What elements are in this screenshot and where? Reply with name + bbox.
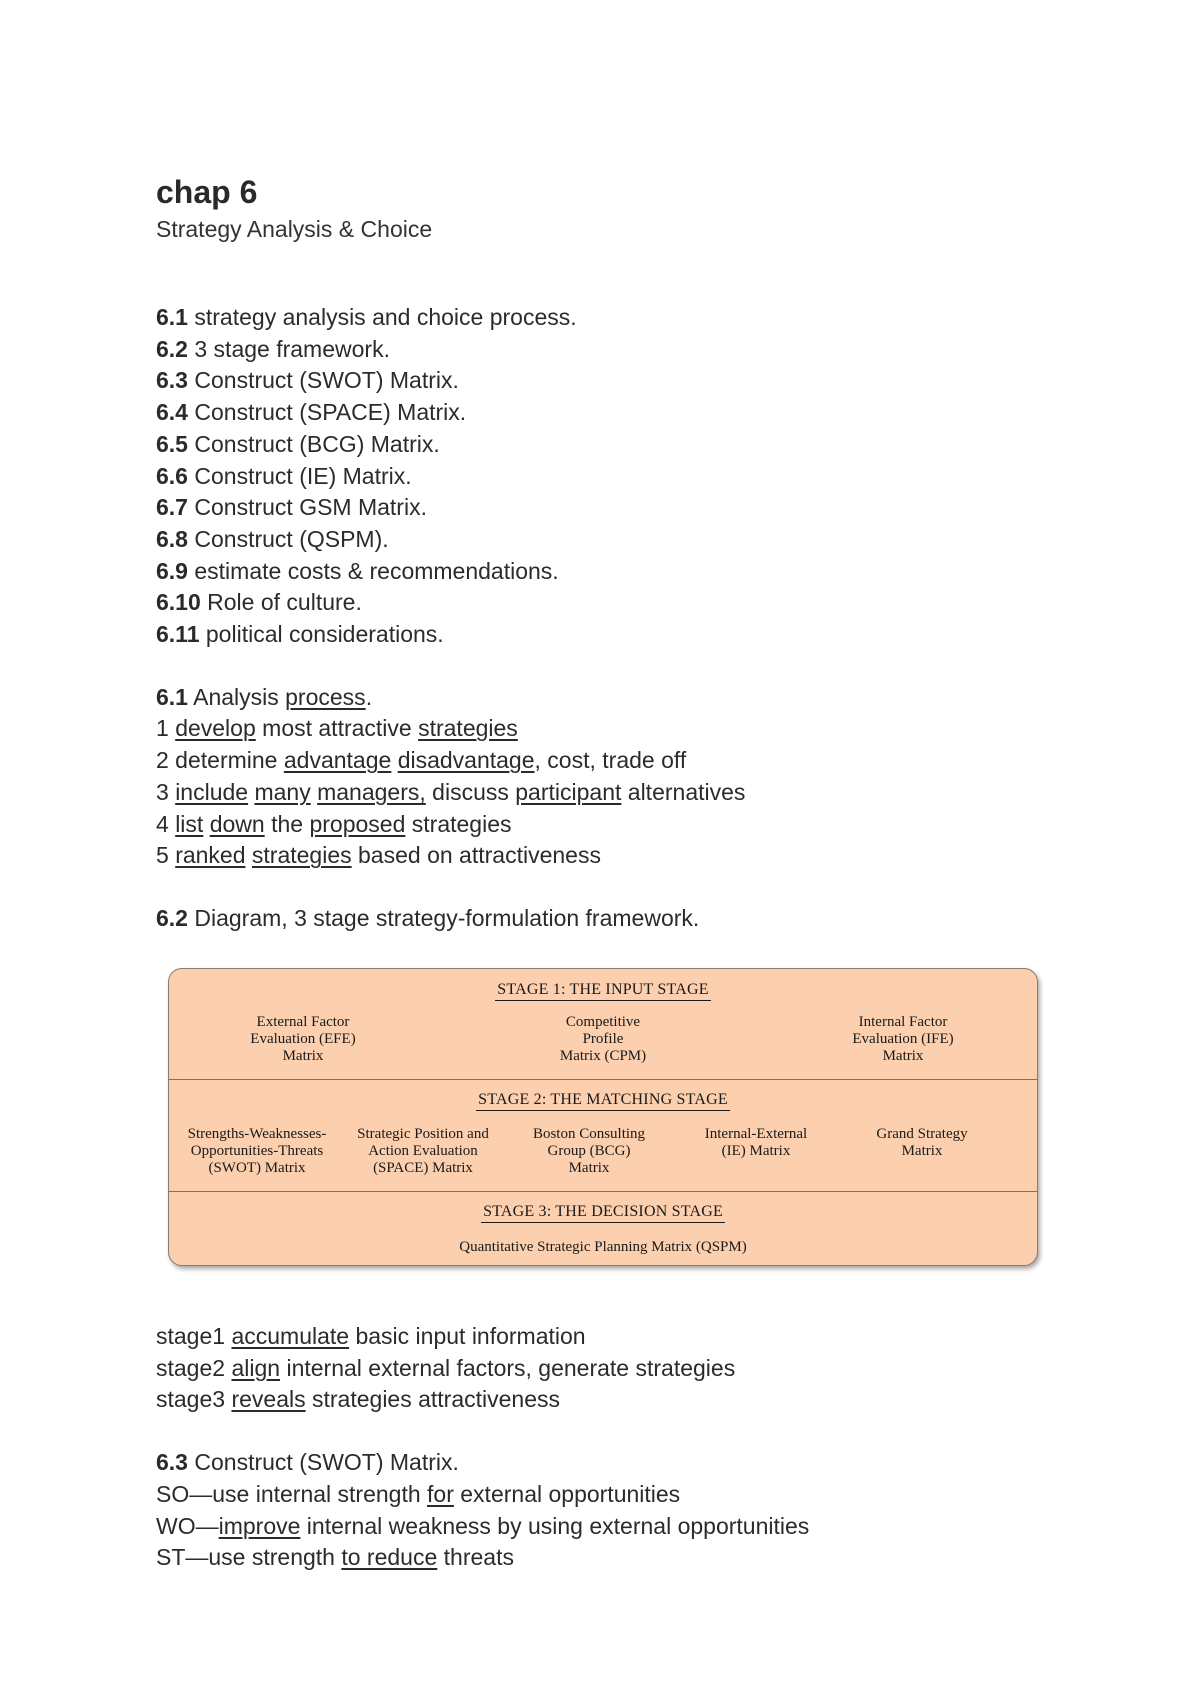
grand-strategy-matrix-label: Grand Strategy Matrix	[876, 1126, 968, 1159]
swot-matrix-label: Strengths-Weaknesses- Opportunities-Threats (SWOT) Matrix	[187, 1126, 327, 1176]
toc-item: 6.7 Construct GSM Matrix.	[156, 494, 427, 521]
section-heading: 6.3 Construct (SWOT) Matrix.	[156, 1449, 459, 1476]
list-item: stage2 align internal external factors, generate strategies	[156, 1354, 736, 1381]
section-6-3	[156, 1447, 1056, 1574]
list-item: WO—improve internal weakness by using external opportunities	[156, 1512, 810, 1539]
bcg-matrix-label: Boston Consulting Group (BCG) Matrix	[532, 1126, 646, 1176]
section-heading: 6.1 Analysis process.	[156, 683, 373, 710]
qspm-label: Quantitative Strategic Planning Matrix (QSPM)	[459, 1239, 747, 1255]
stage-3-decision	[169, 1192, 1037, 1265]
section-heading: 6.2 Diagram, 3 stage strategy-formulation framework.	[156, 904, 700, 931]
list-item: 1 develop most attractive strategies	[156, 715, 518, 742]
stage-notes	[156, 1321, 1056, 1416]
list-item: 5 ranked strategies based on attractiveness	[156, 842, 601, 869]
list-item: 3 include many managers, discuss participant alternatives	[156, 778, 746, 805]
list-item: SO—use internal strength for external opportunities	[156, 1480, 681, 1507]
toc-item: 6.9 estimate costs & recommendations.	[156, 557, 559, 584]
table-of-contents	[156, 302, 1056, 651]
page-title: chap 6	[156, 174, 258, 210]
list-item: 2 determine advantage disadvantage, cost, trade off	[156, 747, 687, 774]
toc-item: 6.4 Construct (SPACE) Matrix.	[156, 399, 467, 426]
toc-item: 6.8 Construct (QSPM).	[156, 525, 389, 552]
list-item: stage3 reveals strategies attractiveness	[156, 1386, 561, 1413]
toc-item: 6.3 Construct (SWOT) Matrix.	[156, 367, 459, 394]
space-matrix-label: Strategic Position and Action Evaluation (SPACE) Matrix	[357, 1126, 489, 1176]
page-subtitle: Strategy Analysis & Choice	[156, 216, 433, 242]
section-6-1	[156, 682, 1056, 872]
section-6-2	[156, 903, 1056, 935]
list-item: 4 list down the proposed strategies	[156, 810, 512, 837]
document-content	[156, 172, 1056, 935]
ife-matrix-label: Internal Factor Evaluation (IFE) Matrix	[852, 1014, 954, 1064]
stage-title: STAGE 2: THE MATCHING STAGE	[169, 1091, 1037, 1109]
toc-item: 6.11 political considerations.	[156, 621, 444, 648]
stage-title: STAGE 3: THE DECISION STAGE	[169, 1203, 1037, 1221]
efe-matrix-label: External Factor Evaluation (EFE) Matrix	[250, 1014, 356, 1064]
three-stage-framework-diagram	[168, 968, 1038, 1266]
toc-item: 6.2 3 stage framework.	[156, 335, 390, 362]
stage-1-input	[169, 969, 1037, 1080]
toc-item: 6.1 strategy analysis and choice process.	[156, 304, 577, 330]
list-item: stage1 accumulate basic input information	[156, 1323, 586, 1349]
stage-2-matching	[169, 1080, 1037, 1192]
toc-item: 6.6 Construct (IE) Matrix.	[156, 462, 412, 489]
document-content-lower	[156, 1321, 1056, 1574]
toc-item: 6.5 Construct (BCG) Matrix.	[156, 430, 440, 457]
cpm-matrix-label: Competitive Profile Matrix (CPM)	[559, 1014, 647, 1064]
ie-matrix-label: Internal-External (IE) Matrix	[704, 1126, 808, 1159]
list-item: ST—use strength to reduce threats	[156, 1544, 514, 1571]
toc-item: 6.10 Role of culture.	[156, 589, 362, 616]
stage-title: STAGE 1: THE INPUT STAGE	[169, 981, 1037, 999]
